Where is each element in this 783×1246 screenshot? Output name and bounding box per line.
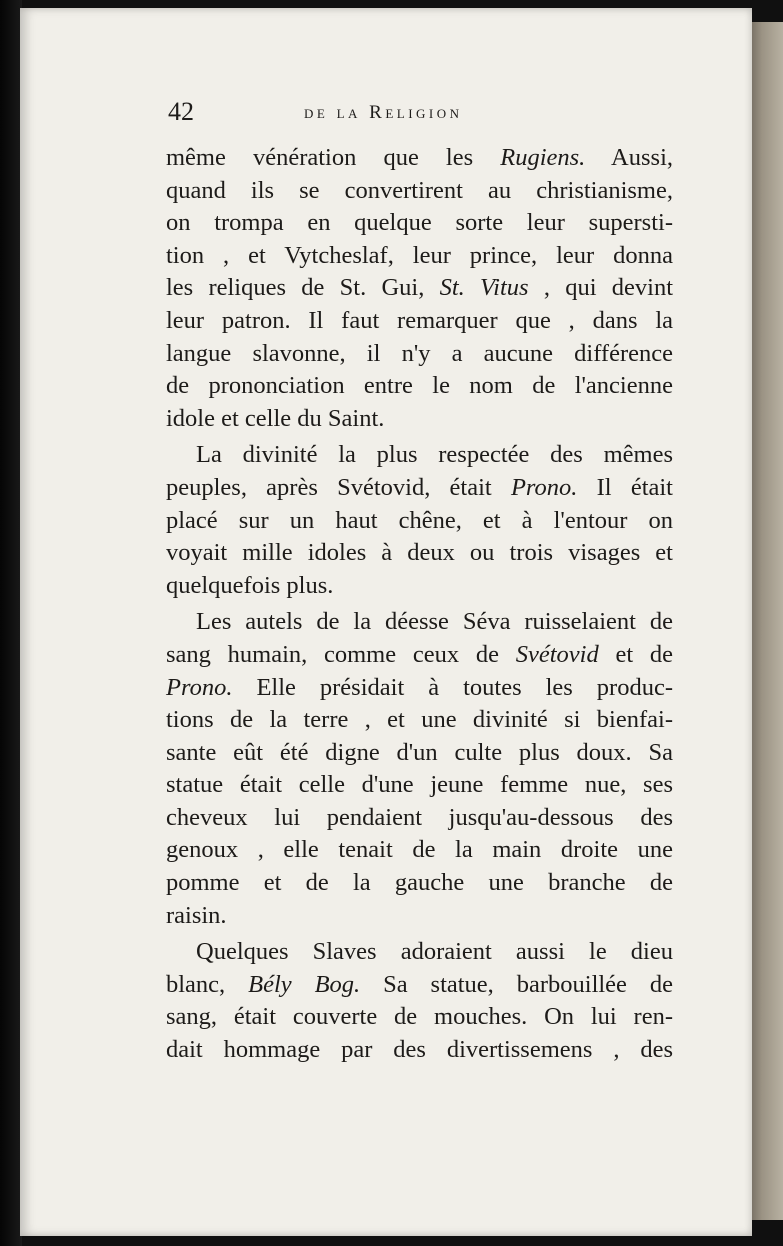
text-run: sang, était couverte de mouches. On lui ren- bbox=[166, 1003, 673, 1031]
text-line bbox=[166, 338, 673, 371]
paragraph bbox=[166, 936, 673, 1066]
text-line bbox=[166, 537, 673, 570]
text-line bbox=[166, 769, 673, 802]
text-line bbox=[166, 142, 673, 175]
text-run: placé sur un haut chêne, et à l'entour on bbox=[166, 506, 673, 534]
text-run: leur patron. Il faut remarquer que , dans la bbox=[166, 306, 673, 334]
text-line bbox=[166, 175, 673, 208]
running-title: de la Religion bbox=[304, 102, 463, 123]
text-run: sang humain, comme ceux de bbox=[166, 640, 516, 668]
text-run: cheveux lui pendaient jusqu'au-dessous des bbox=[166, 803, 673, 831]
text-run: Elle présidait à toutes les produc- bbox=[232, 673, 673, 701]
text-run: quelquefois plus. bbox=[166, 571, 334, 599]
text-line bbox=[166, 370, 673, 403]
text-line bbox=[166, 867, 673, 900]
text-line bbox=[166, 737, 673, 770]
italic-term: St. Vitus bbox=[439, 274, 529, 302]
paragraph bbox=[166, 606, 673, 932]
text-line bbox=[166, 240, 673, 273]
text-line bbox=[166, 403, 673, 436]
text-run: Aussi, bbox=[585, 144, 674, 171]
text-line bbox=[166, 969, 673, 1002]
text-run: Les autels de la déesse Séva ruisselaient de bbox=[196, 608, 673, 636]
text-line bbox=[166, 1034, 673, 1067]
text-line bbox=[166, 936, 673, 969]
text-run: Sa statue, barbouillée de bbox=[360, 970, 673, 998]
text-run: La divinité la plus respectée des mêmes bbox=[196, 441, 673, 469]
text-run: idole et celle du Saint. bbox=[166, 404, 385, 432]
adjacent-page-edge bbox=[748, 22, 783, 1220]
page-number: 42 bbox=[168, 97, 194, 126]
text-run: tions de la terre , et une divinité si bienfai- bbox=[166, 706, 673, 734]
text-line bbox=[166, 606, 673, 639]
text-run: de prononciation entre le nom de l'ancienne bbox=[166, 372, 673, 400]
paragraph bbox=[166, 439, 673, 602]
text-run: raisin. bbox=[166, 901, 227, 929]
paragraph bbox=[166, 142, 673, 435]
text-line bbox=[166, 704, 673, 737]
text-run: quand ils se convertirent au christianisme, bbox=[166, 176, 673, 204]
text-line bbox=[166, 439, 673, 472]
text-run: langue slavonne, il n'y a aucune différence bbox=[166, 339, 673, 367]
text-run: Il était bbox=[577, 473, 673, 501]
text-line bbox=[166, 834, 673, 867]
text-line bbox=[166, 272, 673, 305]
text-line bbox=[166, 639, 673, 672]
text-line bbox=[166, 305, 673, 338]
italic-term: Rugiens. bbox=[500, 144, 586, 171]
text-line bbox=[166, 570, 673, 603]
text-line bbox=[166, 1001, 673, 1034]
italic-term: Prono. bbox=[166, 673, 233, 701]
text-run: dait hommage par des divertissemens , des bbox=[166, 1036, 673, 1064]
text-run: peuples, après Svétovid, était bbox=[166, 473, 511, 501]
text-run: et de bbox=[598, 640, 673, 668]
text-run: , qui devint bbox=[528, 274, 674, 302]
text-run: voyait mille idoles à deux ou trois visages et bbox=[166, 539, 673, 567]
text-run: blanc, bbox=[166, 970, 249, 998]
italic-term: Svétovid bbox=[515, 640, 599, 668]
text-run: même vénération que les bbox=[166, 144, 501, 171]
text-line bbox=[166, 672, 673, 705]
spine-shadow bbox=[0, 0, 22, 1246]
italic-term: Bély Bog. bbox=[248, 970, 361, 998]
text-run: genoux , elle tenait de la main droite une bbox=[166, 836, 673, 864]
text-line bbox=[166, 207, 673, 240]
text-run: tion , et Vytcheslaf, leur prince, leur donna bbox=[166, 241, 673, 269]
text-run: Quelques Slaves adoraient aussi le dieu bbox=[196, 938, 673, 966]
text-run: les reliques de St. Gui, bbox=[166, 274, 440, 302]
text-run: on trompa en quelque sorte leur supersti- bbox=[166, 209, 673, 237]
text-line bbox=[166, 472, 673, 505]
running-head bbox=[168, 96, 683, 128]
italic-term: Prono. bbox=[510, 473, 578, 501]
text-run: pomme et de la gauche une branche de bbox=[166, 869, 673, 897]
text-run: sante eût été digne d'un culte plus doux. Sa bbox=[166, 738, 673, 766]
text-run: statue était celle d'une jeune femme nue, ses bbox=[166, 771, 673, 799]
body-text bbox=[166, 142, 673, 1067]
text-line bbox=[166, 802, 673, 835]
text-line bbox=[166, 900, 673, 933]
text-line bbox=[166, 505, 673, 538]
